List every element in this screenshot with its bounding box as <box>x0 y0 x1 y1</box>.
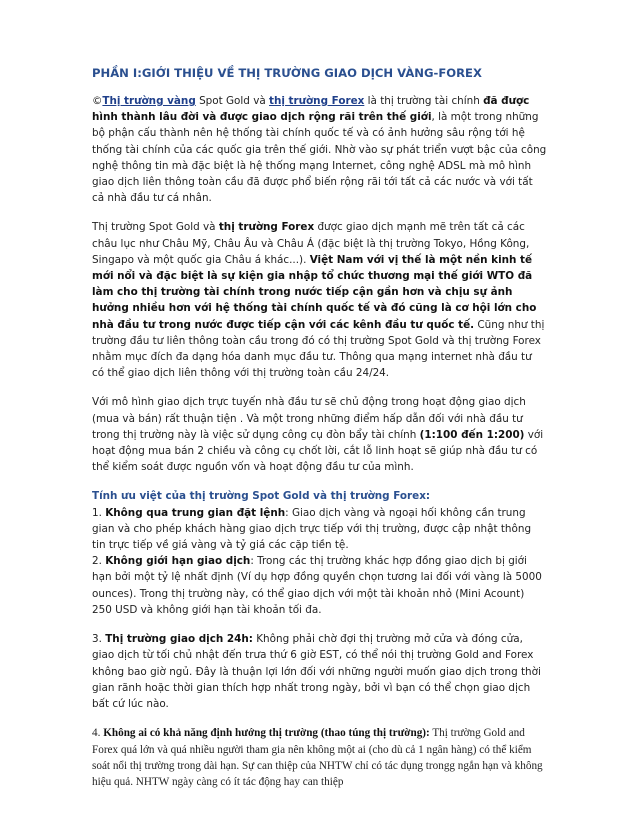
list-item <box>92 553 547 618</box>
bold-span: Không giới hạn giao dịch <box>105 555 251 568</box>
intro-paragraph <box>92 93 547 206</box>
text-span: : Giao dịch vàng và ngoại hối không cần trung gian và cho phép khách hàng giao dịch trực tiếp với thị trường, được cập nhật thông tin trực tiếp về giá vàng và tỷ giá các cặp tiền tệ. <box>92 506 532 552</box>
text-span: là thị trường tài chính <box>364 95 484 107</box>
item-number: 4. <box>92 727 104 740</box>
trading-24h-paragraph <box>92 631 547 712</box>
bold-span: đã được hình thành lâu đời và được giao dịch rộng rãi trên thế giới <box>92 95 530 124</box>
text-span: Spot Gold và <box>195 95 270 107</box>
text-span: Thị trường Gold and Forex quá lớn và quá nhiều người tham gia nên không một ai (cho dù cả 1 ngân hàng) có thể kiểm soát nổi thị trường trong dài hạn. Sự can thiệp của NHTW chỉ có tác dụng trongg ngắn hạn và không hiệu quả. NHTW ngày càng có ít tác động hay can thiệp <box>92 727 543 789</box>
text-span: Không phải chờ đợi thị trường mở cửa và đóng cửa, giao dịch từ tối chủ nhật đến trưa thứ 6 giờ EST, có thể nói thị trường Gold and Forex không bao giờ ngủ. Đây là thuận lợi lớn đối với những người muốn giao dịch trong thời gian rãnh hoặc thời gian thích hợp nhất trong ngày, bởi vì bạn có thể chọn giao dịch bất cứ lúc nào. <box>92 633 541 710</box>
text-span: Với mô hình giao dịch trực tuyến nhà đầu tư sẽ chủ động trong hoạt động giao dịch (mua và bán) rất thuận tiện . Và một trong những điểm hấp dẫn đối với nhà đầu tư trong thị trường này là việc sử dụng công cụ đòn bẩy tài chính <box>92 396 526 441</box>
text-span: : Trong các thị trường khác hợp đồng giao dịch bị giới hạn bởi một tỷ lệ nhất định (Ví dụ hợp đồng quyền chọn tương lai đối với vàng là 5000 ounces). Trong thị trường này, có thể giao dịch với một tài khoản nhỏ (Mini Acount) 250 USD và không giới hạn tài khoản tối đa. <box>92 555 542 616</box>
bold-span: Không qua trung gian đặt lệnh <box>105 506 286 519</box>
bold-span: thị trường Forex <box>218 221 315 234</box>
item-number: 3. <box>92 633 106 646</box>
market-paragraph <box>92 219 547 381</box>
page-title: PHẦN I:GIỚI THIỆU VỀ THỊ TRƯỜNG GIAO DỊCH VÀNG-FOREX <box>92 66 482 80</box>
market-manipulation-paragraph <box>92 725 547 791</box>
bold-span: Việt Nam với vị thế là một nền kinh tế mới nổi và đặc biệt là sự kiện gia nhập tổ chức thương mại thế giới WTO đã làm cho thị trường tài chính trong nước tiếp cận gần hơn và chịu sự ảnh hưởng nhiều hơn với hệ thống tài chính quốc tế và đó cũng là cơ hội lớn cho nhà đầu tư trong nước được tiếp cận với các kênh đầu tư quốc tế. <box>92 253 537 331</box>
forex-market-link[interactable]: thị trường Forex <box>269 95 365 107</box>
text-span: Cũng như thị trường đầu tư liên thông toàn cầu trong đó có thị trường Spot Gold và thị trường Forex nhằm mục đích đa dạng hóa danh mục đầu tư. Thông qua mạng internet nhà đầu tư có thể giao dịch liên thông với thị trường toàn cầu 24/24. <box>92 318 545 380</box>
bold-span: Không ai có khả năng định hướng thị trường (thao túng thị trường): <box>103 727 430 740</box>
advantages-heading: Tính ưu việt của thị trường Spot Gold và thị trường Forex: <box>92 490 431 503</box>
bold-span: Thị trường giao dịch 24h: <box>105 633 253 646</box>
advantages-paragraph <box>92 488 547 618</box>
online-trading-paragraph <box>92 394 547 475</box>
item-number: 1. <box>92 506 106 519</box>
copyright-symbol: © <box>92 95 103 107</box>
item-number: 2. <box>92 555 106 568</box>
text-span: được giao dịch mạnh mẽ trên tất cả các châu lục như Châu Mỹ, Châu Âu và Châu Á (đặc biệt là thị trường Tokyo, Hồng Kông, Singapo và một quốc gia Châu á khác...). <box>92 221 530 266</box>
document-page <box>92 66 547 804</box>
leverage-ratio: (1:100 đến 1:200) <box>419 428 525 441</box>
text-span: , là một trong những bộ phận cấu thành nên hệ thống tài chính quốc tế và có ảnh hưởng sâu rộng tới hệ thống tài chính của các quốc gia trên thế giới. Nhờ vào sự phát triển vượt bậc của công nghệ thông tin mà đặc biệt là hệ thống mạng Internet, công nghệ ADSL mà mô hình giao dịch liên thông toàn cầu đã được phổ biến rộng rãi tới tất cả các nước và với tất cả nhà đầu tư cá nhân. <box>92 111 547 205</box>
text-span: Thị trường Spot Gold và <box>92 221 219 234</box>
gold-market-link[interactable]: Thị trường vàng <box>102 95 196 107</box>
text-span: với hoạt động mua bán 2 chiều và công cụ chốt lời, cắt lỗ linh hoạt sẽ giúp nhà đầu tư có thể kiểm soát được nguồn vốn và hoạt động đầu tư của mình. <box>92 428 544 474</box>
